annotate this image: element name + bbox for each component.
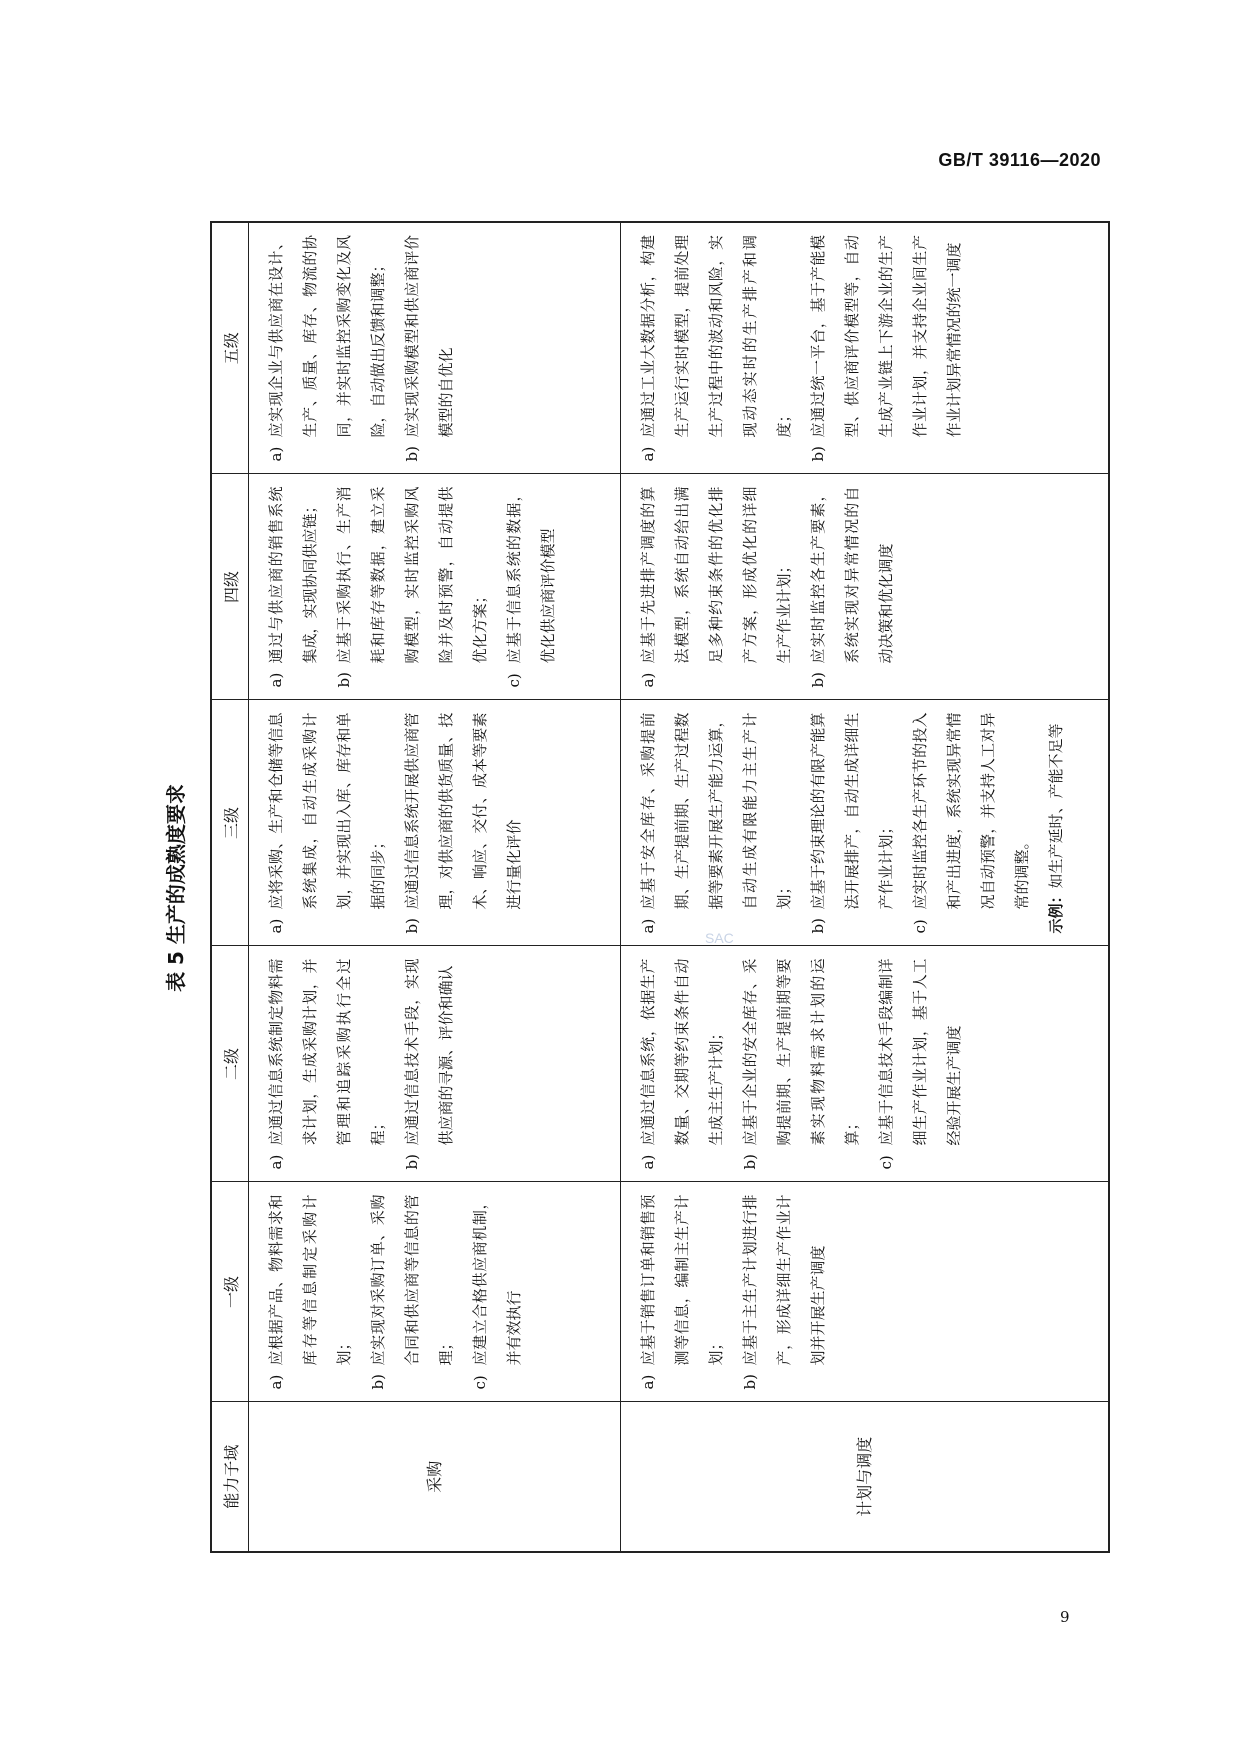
domain-cell: 采购: [249, 1402, 621, 1552]
standard-number: GB/T 39116—2020: [938, 150, 1101, 170]
header-level-5: 五级: [211, 222, 249, 474]
header-level-4: 四级: [211, 474, 249, 700]
header-row: [211, 222, 249, 1552]
item-text: 应实时监控各生产要素，系统实现对异常情况的自动决策和优化调度: [809, 486, 895, 664]
item-label: a): [267, 672, 285, 688]
item-text: 应基于采购执行、生产消耗和库存等数据，建立采购模型，实时监控采购风险并及时预警，自动提供优化方案；: [335, 486, 489, 664]
list-item: [259, 713, 395, 934]
item-text: 应通过统一平台，基于产能模型、供应商评价模型等，自动生成产业链上下游企业的生产作业计划，并支持企业间生产作业计划异常情况的统一调度: [809, 235, 963, 438]
list-item: [259, 487, 327, 688]
list-item: [259, 235, 395, 462]
item-label: b): [741, 1154, 759, 1170]
item-text: 应实时监控各生产环节的投入和产出进度，系统实现异常情况自动预警，并支持人工对异常的调整。: [911, 712, 1031, 910]
item-text: 应通过信息技术手段，实现供应商的寻源、评价和确认: [403, 958, 455, 1146]
list-item: [361, 1195, 463, 1390]
list-item: [869, 959, 971, 1170]
item-text: 应基于先进排产调度的算法模型，系统自动给出满足多种约束条件的优化排产方案，形成优化的详细生产作业计划；: [639, 486, 793, 664]
rotated-table-area: [164, 223, 1110, 1553]
item-text: 应实现采购模型和供应商评价模型的自优化: [403, 235, 455, 438]
item-label: b): [741, 1374, 759, 1390]
item-text: 应通过信息系统开展供应商管理，对供应商的供货质量、技术、响应、交付、成本等要素进行量化评价: [403, 712, 523, 910]
list-item: [463, 1195, 531, 1390]
list-item: [733, 1195, 835, 1390]
table-row: [249, 222, 621, 1552]
item-label: c): [877, 1155, 895, 1170]
item-label: b): [403, 446, 421, 462]
item-text: 应基于主生产计划进行排产，形成详细生产作业计划并开展生产调度: [741, 1194, 827, 1366]
list-item: [497, 487, 565, 688]
level-5-cell: [249, 222, 621, 474]
list-item: [801, 235, 971, 462]
list-item: [395, 713, 531, 934]
item-text: 应基于信息系统的数据，优化供应商评价模型: [505, 486, 557, 664]
domain-cell: 计划与调度: [621, 1402, 1110, 1552]
item-text: 应基于企业的安全库存、采购提前期、生产提前期等要素实现物料需求计划的运算；: [741, 958, 861, 1146]
item-text: 应实现对采购订单、采购合同和供应商等信息的管理；: [369, 1194, 455, 1366]
item-text: 应基于安全库存、采购提前期、生产提前期、生产过程数据等要素开展生产能力运算，自动生成有限能力主生产计划；: [639, 712, 793, 910]
item-label: a): [267, 446, 285, 462]
item-text: 应基于约束理论的有限产能算法开展排产，自动生成详细生产作业计划；: [809, 712, 895, 910]
item-label: a): [267, 918, 285, 934]
level-3-cell: [621, 700, 1110, 946]
item-text: 应通过信息系统，依据生产数量、交期等约束条件自动生成主生产计划；: [639, 958, 725, 1146]
item-label: a): [639, 1374, 657, 1390]
item-label: c): [471, 1375, 489, 1390]
level-4-cell: [249, 474, 621, 700]
item-label: a): [267, 1154, 285, 1170]
list-item: [801, 713, 903, 934]
item-text: 应建立合格供应商机制，并有效执行: [471, 1194, 523, 1366]
item-label: a): [267, 1374, 285, 1390]
level-1-cell: [249, 1182, 621, 1402]
item-label: b): [809, 918, 827, 934]
item-label: b): [809, 672, 827, 688]
item-label: b): [403, 918, 421, 934]
item-text: 应基于销售订单和销售预测等信息，编制主生产计划；: [639, 1194, 725, 1366]
table-caption: 表 5 生产的成熟度要求: [164, 784, 188, 992]
example-note: 示例：如生产延时、产能不足等: [1047, 723, 1065, 934]
header-level-1: 一级: [211, 1182, 249, 1402]
item-label: a): [639, 1154, 657, 1170]
item-label: c): [911, 919, 929, 934]
item-label: c): [505, 673, 523, 688]
item-label: b): [809, 446, 827, 462]
table-row: [621, 222, 1110, 1552]
maturity-table: [210, 221, 1110, 1553]
item-label: a): [639, 918, 657, 934]
item-label: a): [639, 672, 657, 688]
item-label: b): [369, 1374, 387, 1390]
item-label: b): [403, 1154, 421, 1170]
header-level-3: 三级: [211, 700, 249, 946]
item-text: 通过与供应商的销售系统集成，实现协同供应链；: [267, 486, 319, 664]
level-1-cell: [621, 1182, 1110, 1402]
list-item: [631, 959, 733, 1170]
level-4-cell: [621, 474, 1110, 700]
item-text: 应通过工业大数据分析，构建生产运行实时模型，提前处理生产过程中的波动和风险，实现动态实时的生产排产和调度；: [639, 235, 793, 438]
item-text: 应通过信息系统制定物料需求计划，生成采购计划，并管理和追踪采购执行全过程；: [267, 958, 387, 1146]
list-item: [259, 959, 395, 1170]
item-text: 应基于信息技术手段编制详细生产作业计划，基于人工经验开展生产调度: [877, 958, 963, 1146]
level-3-cell: [249, 700, 621, 946]
level-5-cell: [621, 222, 1110, 474]
item-text: 应实现企业与供应商在设计、生产、质量、库存、物流的协同，并实时监控采购变化及风险，自动做出反馈和调整；: [267, 235, 387, 438]
list-item: [395, 235, 463, 462]
item-label: b): [335, 672, 353, 688]
list-item: [903, 713, 1039, 934]
header-domain: 能力子域: [211, 1402, 249, 1552]
level-2-cell: [621, 946, 1110, 1182]
list-item: [631, 487, 801, 688]
watermark-stamp: SAC: [705, 930, 734, 946]
list-item: [801, 487, 903, 688]
list-item: [631, 235, 801, 462]
item-text: 应根据产品、物料需求和库存等信息制定采购计划；: [267, 1194, 353, 1366]
list-item: [259, 1195, 361, 1390]
list-item: [631, 713, 801, 934]
level-2-cell: [249, 946, 621, 1182]
list-item: [327, 487, 497, 688]
list-item: [395, 959, 463, 1170]
item-label: a): [639, 446, 657, 462]
item-text: 应将采购、生产和仓储等信息系统集成，自动生成采购计划，并实现出入库、库存和单据的同步；: [267, 712, 387, 910]
list-item: [733, 959, 869, 1170]
page-number: 9: [1060, 1608, 1070, 1626]
list-item: [631, 1195, 733, 1390]
header-level-2: 二级: [211, 946, 249, 1182]
